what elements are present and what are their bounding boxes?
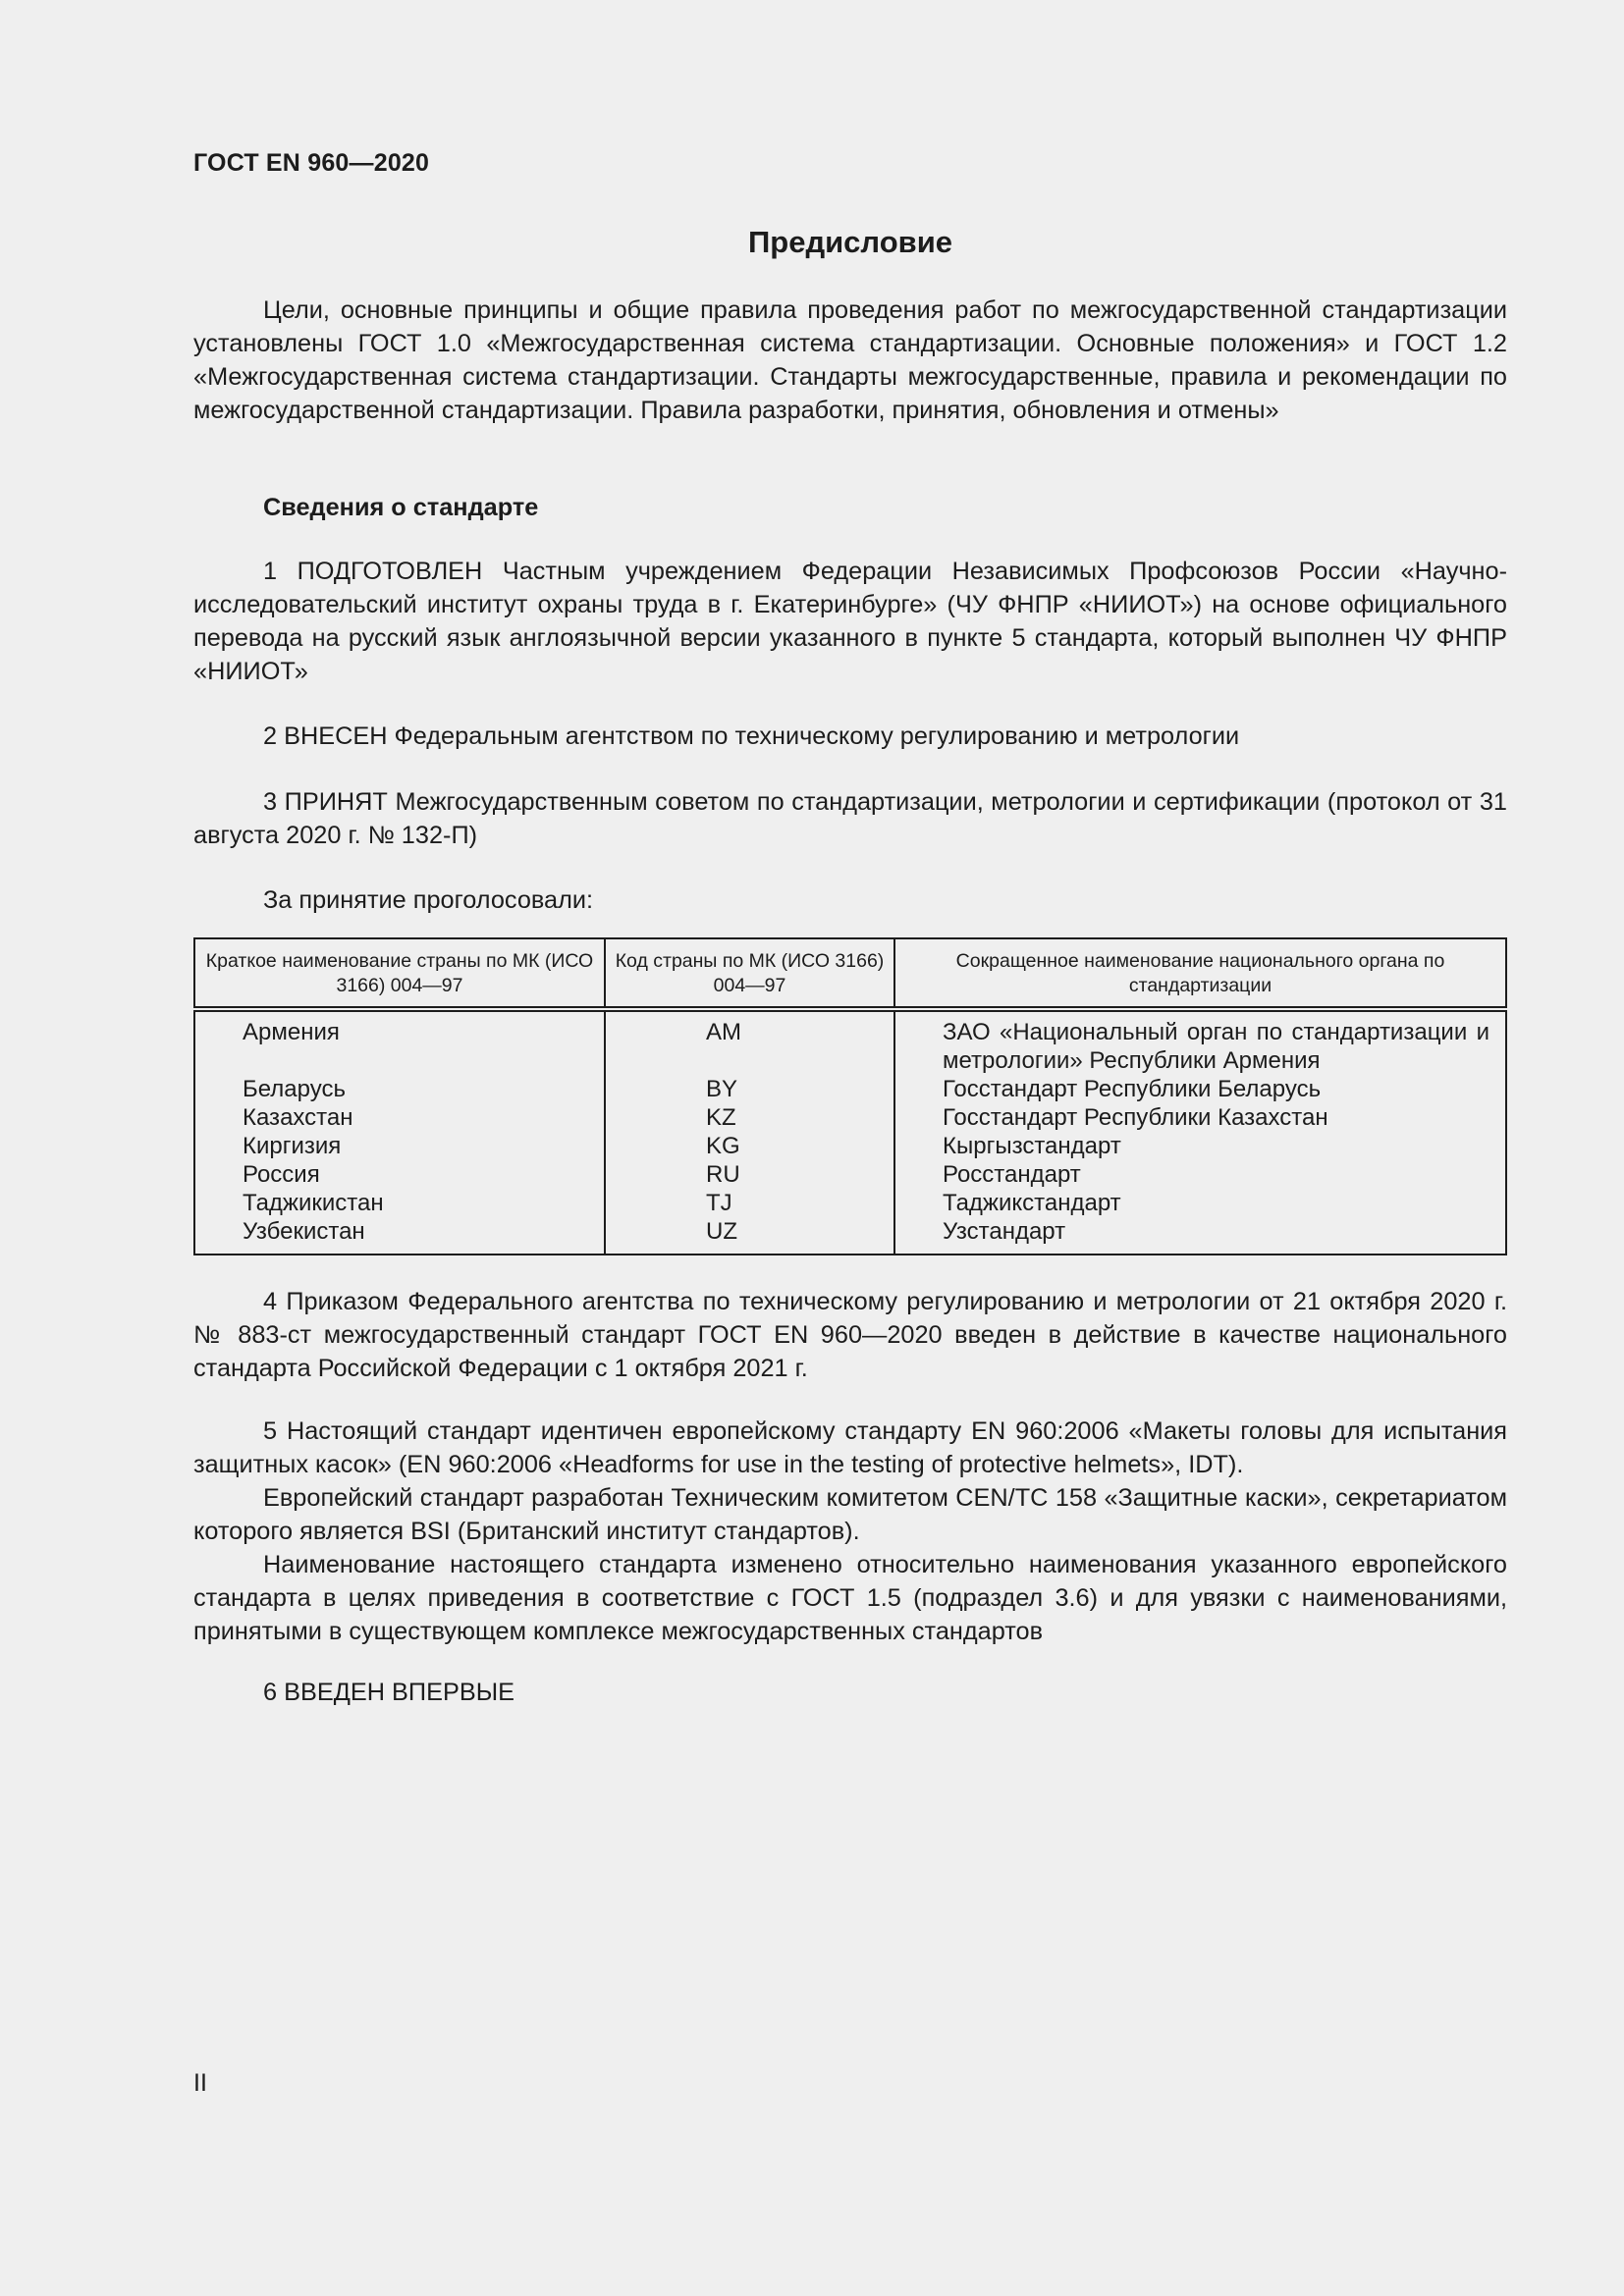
- item-5-block: [193, 1415, 1507, 1648]
- country-name: Киргизия: [243, 1133, 342, 1159]
- info-heading: Сведения о стандарте: [263, 494, 539, 521]
- voted-label-block: [193, 883, 1507, 917]
- item-2-block: [193, 720, 1507, 753]
- country-code: BY: [706, 1076, 738, 1102]
- national-body: Таджикстандарт: [943, 1190, 1121, 1216]
- country-name: Армения: [243, 1019, 340, 1045]
- voting-countries-table: [193, 937, 1507, 1255]
- item-3-paragraph: 3 ПРИНЯТ Межгосударственным советом по стандартизации, метрологии и сертификации (протокол от 31 августа 2020 г. № 132-П): [193, 788, 1507, 849]
- country-code: AM: [706, 1019, 741, 1045]
- country-name: Россия: [243, 1161, 320, 1188]
- country-name: Узбекистан: [243, 1218, 365, 1245]
- country-name: Таджикистан: [243, 1190, 384, 1216]
- national-body: Узстандарт: [943, 1218, 1066, 1245]
- item-1-block: [193, 555, 1507, 688]
- country-name: Беларусь: [243, 1076, 346, 1102]
- national-body: Росстандарт: [943, 1161, 1081, 1188]
- section-title: Предисловие: [747, 225, 952, 259]
- item-6-paragraph: 6 ВВЕДЕН ВПЕРВЫЕ: [263, 1679, 514, 1706]
- country-code: KZ: [706, 1104, 736, 1131]
- national-body: Кыргызстандарт: [943, 1133, 1121, 1159]
- country-names-cell: [194, 1009, 605, 1255]
- header-country-name: Краткое наименование страны по МК (ИСО 3166) 004—97: [194, 938, 605, 1009]
- country-code: UZ: [706, 1218, 737, 1245]
- document-code: ГОСТ EN 960—2020: [193, 149, 430, 177]
- national-bodies-cell: [894, 1009, 1506, 1255]
- item-6-block: [193, 1676, 1507, 1709]
- item-1-paragraph: 1 ПОДГОТОВЛЕН Частным учреждением Федерации Независимых Профсоюзов России «Научно-исследовательский институт охраны труда в г. Екатеринбурге» (ЧУ ФНПР «НИИОТ») на основе официального перевода на русский язык англоязычной версии указанного в пункте 5 стандарта, который выполнен ЧУ ФНПР «НИИОТ»: [193, 558, 1507, 685]
- header-national-body: Сокращенное наименование национального органа по стандартизации: [894, 938, 1506, 1009]
- item-3-block: [193, 785, 1507, 852]
- header-country-code: Код страны по МК (ИСО 3166) 004—97: [605, 938, 894, 1009]
- item-5-committee-paragraph: Европейский стандарт разработан Техническим комитетом CEN/TC 158 «Защитные каски», секретариатом которого является BSI (Британский институт стандартов).: [193, 1484, 1507, 1545]
- intro-paragraph: Цели, основные принципы и общие правила проведения работ по межгосударственной стандартизации установлены ГОСТ 1.0 «Межгосударственная система стандартизации. Основные положения» и ГОСТ 1.2 «Межгосударственная система стандартизации. Стандарты межгосударственные, правила и рекомендации по межгосударственной стандартизации. Правила разработки, принятия, обновления и отмены»: [193, 296, 1507, 424]
- national-body: Госстандарт Республики Казахстан: [943, 1104, 1328, 1131]
- table-header-row: [194, 938, 1506, 1009]
- item-5-title-change-paragraph: Наименование настоящего стандарта изменено относительно наименования указанного европейского стандарта в целях приведения в соответствие с ГОСТ 1.5 (подраздел 3.6) и для увязки с наименованиями, принятыми в существующем комплексе межгосударственных стандартов: [193, 1551, 1507, 1645]
- country-code: TJ: [706, 1190, 732, 1216]
- country-codes-cell: [605, 1009, 894, 1255]
- table-body-row: [194, 1009, 1506, 1255]
- item-2-paragraph: 2 ВНЕСЕН Федеральным агентством по техническому регулированию и метрологии: [263, 722, 1240, 750]
- country-code: KG: [706, 1133, 740, 1159]
- item-5-paragraph: 5 Настоящий стандарт идентичен европейскому стандарту EN 960:2006 «Макеты головы для испытания защитных касок» (EN 960:2006 «Headforms for use in the testing of protective helmets», IDT).: [193, 1417, 1507, 1478]
- country-name: Казахстан: [243, 1104, 353, 1131]
- national-body: Госстандарт Республики Беларусь: [943, 1076, 1322, 1102]
- national-body: ЗАО «Национальный орган по стандартизации и метрологии» Республики Армения: [943, 1019, 1489, 1074]
- country-code: RU: [706, 1161, 740, 1188]
- intro-block: [193, 294, 1507, 427]
- page-number: II: [193, 2069, 207, 2097]
- item-4-paragraph: 4 Приказом Федерального агентства по техническому регулированию и метрологии от 21 октября 2020 г. № 883-ст межгосударственный стандарт ГОСТ EN 960—2020 введен в действие в качестве национального стандарта Российской Федерации с 1 октября 2021 г.: [193, 1288, 1507, 1382]
- voted-label: За принятие проголосовали:: [263, 886, 594, 914]
- item-4-block: [193, 1285, 1507, 1385]
- info-heading-block: [193, 491, 1507, 524]
